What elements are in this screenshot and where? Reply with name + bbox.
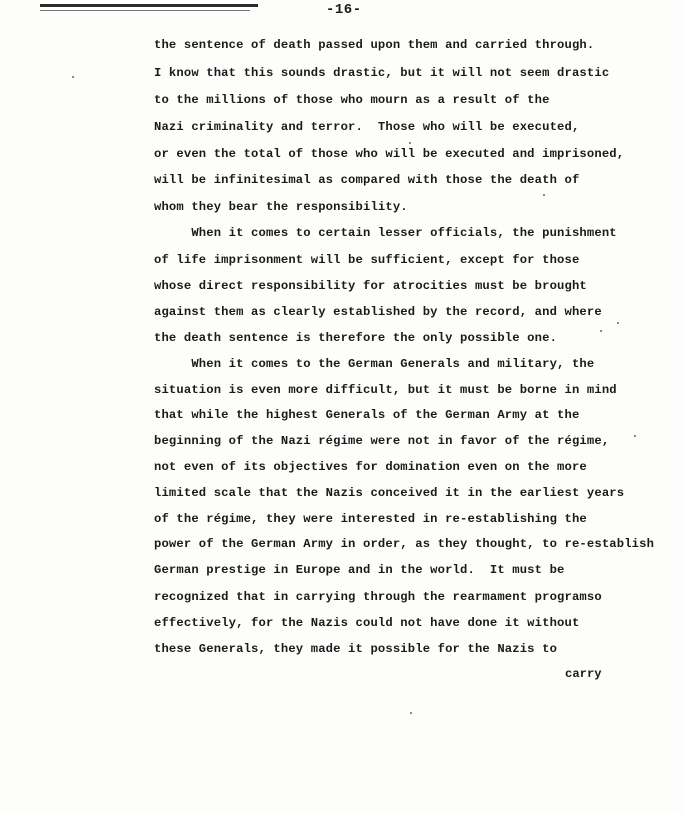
text-line: or even the total of those who will be executed and imprisoned, xyxy=(154,147,625,161)
paper-speck xyxy=(410,712,412,714)
paper-speck xyxy=(600,330,602,332)
top-rule xyxy=(40,4,258,7)
text-line: not even of its objectives for domination even on the more xyxy=(154,460,587,474)
paper-speck xyxy=(409,142,411,144)
text-line: of life imprisonment will be sufficient, except for those xyxy=(154,253,580,267)
text-line: When it comes to certain lesser officials, the punishment xyxy=(154,226,617,240)
text-line: against them as clearly established by the record, and where xyxy=(154,305,602,319)
text-line: I know that this sounds drastic, but it will not seem drastic xyxy=(154,66,610,80)
text-line: will be infinitesimal as compared with those the death of xyxy=(154,173,580,187)
text-line: whose direct responsibility for atrocities must be brought xyxy=(154,279,587,293)
text-line: When it comes to the German Generals and military, the xyxy=(154,357,595,371)
text-line: that while the highest Generals of the German Army at the xyxy=(154,408,580,422)
paper-speck xyxy=(634,435,636,437)
paper-speck xyxy=(72,76,74,78)
text-line: situation is even more difficult, but it must be borne in mind xyxy=(154,383,617,397)
top-rule-thin xyxy=(40,10,250,11)
text-line: limited scale that the Nazis conceived it in the earliest years xyxy=(154,486,625,500)
text-line: Nazi criminality and terror. Those who will be executed, xyxy=(154,120,580,134)
text-line: power of the German Army in order, as they thought, to re-establish xyxy=(154,537,655,551)
text-line: to the millions of those who mourn as a result of the xyxy=(154,93,550,107)
text-line: German prestige in Europe and in the world. It must be xyxy=(154,563,565,577)
paper-speck xyxy=(543,194,545,196)
text-line: the sentence of death passed upon them and carried through. xyxy=(154,38,595,52)
paper-speck xyxy=(617,322,619,324)
page-number: -16- xyxy=(326,2,362,18)
text-line: the death sentence is therefore the only possible one. xyxy=(154,331,558,345)
text-line: recognized that in carrying through the rearmament programso xyxy=(154,590,602,604)
text-line: whom they bear the responsibility. xyxy=(154,200,408,214)
text-line: of the régime, they were interested in re-establishing the xyxy=(154,512,587,526)
catchword: carry xyxy=(565,667,602,681)
text-line: beginning of the Nazi régime were not in favor of the régime, xyxy=(154,434,610,448)
text-line: these Generals, they made it possible for the Nazis to xyxy=(154,642,558,656)
text-line: effectively, for the Nazis could not have done it without xyxy=(154,616,580,630)
